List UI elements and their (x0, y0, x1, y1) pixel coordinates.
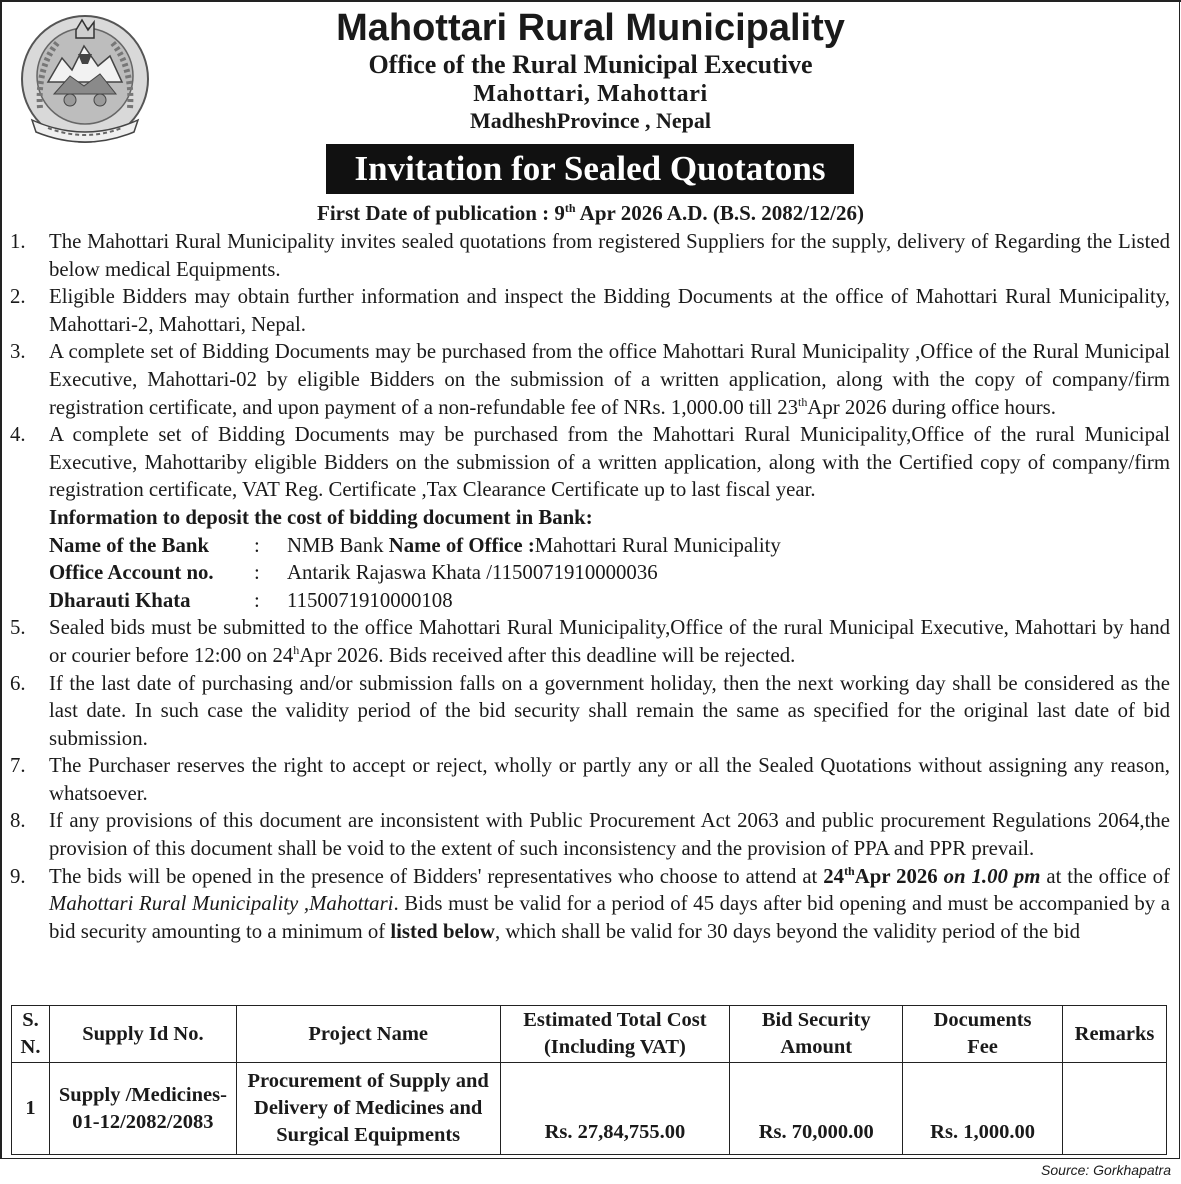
clause-text-part: The bids will be opened in the presence of Bidders' representatives who choose to attend at (49, 864, 824, 888)
municipality-title: Mahottari Rural Municipality (336, 7, 845, 49)
header-fee-line: Fee (967, 1036, 998, 1058)
cell-documents-fee: Rs. 1,000.00 (903, 1063, 1063, 1155)
clause-3 (10, 338, 1170, 421)
opening-time: on 1.00 pm (937, 864, 1041, 888)
clause-text: The Purchaser reserves the right to accept or reject, wholly or partly any or all the Sealed Quotations without assigning any reason, whatsoever. (49, 754, 1170, 805)
cell-supply-id (49, 1063, 236, 1155)
clause-5 (10, 614, 1170, 669)
notice-clauses (10, 228, 1170, 945)
clause-number: 3. (10, 340, 26, 364)
clause-number: 2. (10, 285, 26, 309)
clause-text: Eligible Bidders may obtain further information and inspect the Bidding Documents at the office of Mahottari Rural Municipality, Mahottari-2, Mahottari, Nepal. (49, 285, 1170, 336)
clause-8 (10, 807, 1170, 862)
clause-number: 8. (10, 809, 26, 833)
header-security-line: Bid Security (761, 1009, 871, 1031)
clause-text (49, 338, 1170, 421)
cell-project-line: Delivery of Medicines and (254, 1097, 483, 1119)
header-fee-line: Documents (933, 1009, 1032, 1031)
opening-date-day: 24 (823, 864, 845, 888)
clause-6 (10, 670, 1170, 753)
clause-text: If the last date of purchasing and/or submission falls on a government holiday, then the next working day shall be considered as the last date. In such case the validity period of the bid security shall remain the same as specified for the original last date of bid submission. (49, 671, 1170, 750)
page-border-left (0, 0, 2, 1158)
clause-text (49, 863, 1170, 946)
clause-text: A complete set of Bidding Documents may be purchased from the Mahottari Rural Municipality,Office of the rural Municipal Executive, Mahottariby eligible Bidders on the submission of a written application, along with the Certified copy of company/firm registration certificate, VAT Reg. Certificate ,Tax Clearance Certificate up to last fiscal year. (49, 423, 1170, 502)
clause-number: 7. (10, 754, 26, 778)
publication-date (0, 200, 1181, 226)
dharauti-value: 1150071910000108 (287, 588, 453, 612)
bank-colon: : (254, 561, 260, 585)
table-header-row (12, 1006, 1167, 1063)
listed-below: listed below (390, 919, 495, 943)
cell-project-name (236, 1063, 500, 1155)
bank-name-label: Name of the Bank (49, 533, 210, 557)
cell-bid-security: Rs. 70,000.00 (730, 1063, 903, 1155)
opening-date (823, 865, 1040, 888)
account-label: Office Account no. (49, 561, 214, 585)
cell-estimated-cost: Rs. 27,84,755.00 (500, 1063, 730, 1155)
clause-text: If any provisions of this document are inconsistent with Public Procurement Act 2063 and public procurement Regulations 2064,the provision of this document shall be void to the extent of such inconsistency and the provision of PPA and PPR prevail. (49, 809, 1170, 861)
clause-number: 6. (10, 671, 26, 695)
header-security-line: Amount (780, 1036, 853, 1058)
clause-7 (10, 752, 1170, 807)
clause-text-part: Apr 2026. Bids received after this deadline will be rejected. (299, 643, 796, 667)
ordinal-suffix: th (798, 394, 808, 409)
clause-4 (10, 421, 1170, 504)
cell-project-line: Surgical Equipments (276, 1124, 461, 1146)
source-credit: Source: Gorkhapatra (1041, 1162, 1171, 1178)
cell-supply-id-line: Supply /Medicines- (58, 1083, 227, 1106)
bank-colon: : (254, 533, 260, 557)
notice-title-banner: Invitation for Sealed Quotatons (326, 144, 854, 194)
clause-text-part: Apr 2026 during office hours. (807, 395, 1056, 419)
clause-number: 4. (10, 423, 26, 447)
clause-text-part: A complete set of Bidding Documents may be purchased from the office Mahottari Rural Municipality ,Office of the Rural Municipal Executive, Mahottari-02 by eligible Bidders on the submission of a written application, along with the copy of company/firm registration certificate, and upon payment of a non-refundable fee of NRs. 1,000.00 till 23 (49, 340, 1170, 419)
office-address: Mahottari, Mahottari (473, 81, 708, 107)
header-bid-security (730, 1006, 903, 1063)
bank-row-account (49, 559, 1170, 587)
header-supply-id: Supply Id No. (49, 1006, 236, 1063)
office-name-value: Mahottari Rural Municipality (534, 533, 781, 557)
header-project-name: Project Name (236, 1006, 500, 1063)
cell-sn: 1 (12, 1063, 50, 1155)
header-cost-line: Estimated Total Cost (523, 1009, 707, 1031)
header-documents-fee (903, 1006, 1063, 1063)
publication-date-day: 9 (554, 201, 565, 225)
bank-name-value: NMB Bank (287, 533, 384, 557)
clause-1 (10, 228, 1170, 283)
header-estimated-cost (500, 1006, 730, 1063)
bank-info-heading: Information to deposit the cost of bidding document in Bank: (49, 505, 593, 529)
header-cost-line: (Including VAT) (543, 1036, 686, 1058)
publication-date-label: First Date of publication : (317, 201, 550, 225)
table-row (12, 1063, 1167, 1155)
header-sn-line: N. (20, 1036, 41, 1058)
tender-table (11, 1005, 1167, 1155)
clause-text-part: at the office of (1040, 864, 1170, 888)
clause-9 (10, 863, 1170, 946)
bank-row-name (49, 532, 1170, 560)
account-value: Antarik Rajaswa Khata /1150071910000036 (287, 561, 658, 585)
dharauti-label: Dharauti Khata (49, 588, 191, 612)
bank-colon: : (254, 588, 260, 612)
bank-info (10, 504, 1170, 614)
clause-2 (10, 283, 1170, 338)
clause-text: The Mahottari Rural Municipality invites sealed quotations from registered Suppliers for the supply, delivery of Regarding the Listed below medical Equipments. (49, 230, 1170, 281)
page-border-top (0, 0, 1181, 2)
publication-date-suffix: th (564, 201, 576, 215)
ordinal-suffix: h (293, 642, 300, 657)
header-remarks: Remarks (1063, 1006, 1167, 1063)
office-province: MadheshProvince , Nepal (470, 108, 711, 133)
cell-supply-id-line: 01-12/2082/2083 (72, 1110, 214, 1133)
header-sn-line: S. (22, 1009, 39, 1031)
opening-date-rest: Apr 2026 (854, 864, 938, 888)
clause-text-part: Sealed bids must be submitted to the office Mahottari Rural Municipality,Office of the rural Municipal Executive, Mahottari by hand or courier before 12:00 on 24 (49, 616, 1170, 667)
bank-row-dharauti (49, 587, 1170, 615)
clause-text (49, 614, 1170, 669)
opening-place: Mahottari Rural Municipality ,Mahottari (49, 892, 394, 916)
header-sn (12, 1006, 50, 1063)
clause-number: 1. (10, 230, 26, 253)
cell-project-line: Procurement of Supply and (247, 1070, 489, 1092)
cell-remarks (1063, 1063, 1167, 1155)
office-name: Office of the Rural Municipal Executive (368, 50, 813, 79)
publication-date-rest: Apr 2026 A.D. (B.S. 2082/12/26) (579, 201, 864, 225)
ordinal-suffix: th (844, 863, 855, 878)
office-name-label: Name of Office : (388, 533, 535, 557)
clause-number: 9. (10, 864, 26, 888)
clause-number: 5. (10, 616, 26, 640)
clause-text-part: . Bids must be valid for a period of 45 days after bid opening and must be accompanied by a bid security amounting to a minimum of (49, 892, 1170, 943)
clause-text-part: , which shall be valid for 30 days beyond the validity period of the bid (494, 919, 1081, 943)
